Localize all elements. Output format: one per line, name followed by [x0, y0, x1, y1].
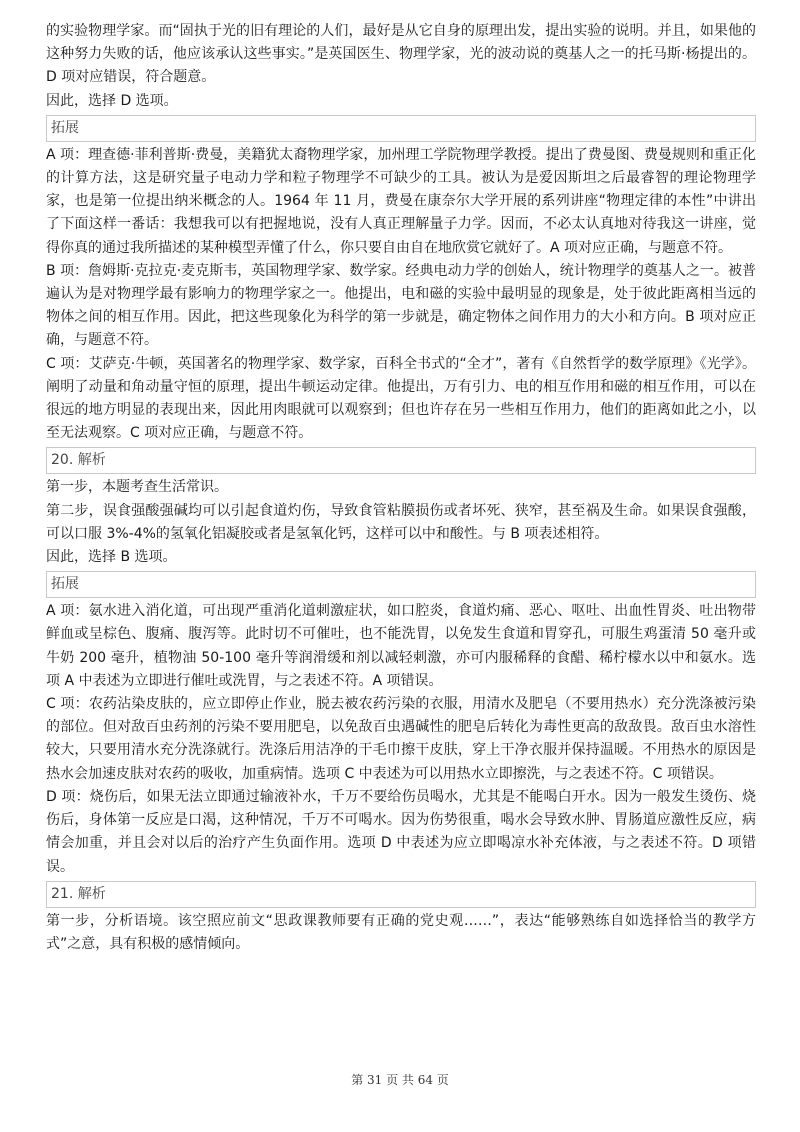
paragraph: 第一步，本题考查生活常识。 — [46, 479, 228, 496]
section-label-q21: 21. 解析 — [46, 881, 756, 908]
paragraph: A 项：氨水进入消化道，可出现严重消化道刺激症状，如口腔炎，食道灼痛、恶心、呕吐、出血性胃炎、吐出物带鲜血或呈棕色、腹痛、腹泻等。此时切不可催吐，也不能洗胃，以免发生食道和胃穿孔，可服生鸡蛋清 50 毫升或牛奶 200 毫升，植物油 50-100 毫升等润滑缓和剂以减轻刺激，亦可内服稀释的食醋、稀柠檬水以中和氨水。选项 A 中表述为立即进行催吐或洗胃，与之表述不符。A 项错误。 — [46, 603, 756, 689]
paragraph: C 项：农药沾染皮肤的，应立即停止作业，脱去被农药污染的衣服，用清水及肥皂（不要用热水）充分洗涤被污染的部位。但对敌百虫药剂的污染不要用肥皂，以免敌百虫遇碱性的肥皂后转化为毒性更高的敌敌畏。敌百虫水溶性较大，只要用清水充分洗涤就行。洗涤后用洁净的干毛巾擦干皮肤，穿上干净衣服并保持温暖。不用热水的原因是热水会加速皮肤对农药的吸收，加重病情。选项 C 中表述为可以用热水立即擦洗，与之表述不符。C 项错误。 — [46, 696, 756, 782]
section-label-q20: 20. 解析 — [46, 447, 756, 474]
document-page — [46, 20, 756, 956]
paragraph: 因此，选择 D 选项。 — [46, 92, 178, 109]
page-number: 第 31 页 共 64 页 — [351, 1073, 449, 1087]
section-label-tuozhan: 拓展 — [46, 571, 756, 598]
paragraph: B 项：詹姆斯·克拉克·麦克斯韦，英国物理学家、数学家。经典电动力学的创始人，统计物理学的奠基人之一。被普遍认为是对物理学最有影响力的物理学家之一。他提出，电和磁的实验中最明显的现象是，处于彼此距离相当远的物体之间的相互作用。因此，把这些现象化为科学的第一步就是，确定物体之间作用力的大小和方向。B 项对应正确，与题意不符。 — [46, 262, 756, 349]
paragraph: D 项：烧伤后，如果无法立即通过输液补水，千万不要给伤员喝水，尤其是不能喝白开水。因为一般发生烫伤、烧伤后，身体第一反应是口渴，这种情况，千万不可喝水。因为伤势很重，喝水会导致水肿、胃肠道应激性反应，病情会加重，并且会对以后的治疗产生负面作用。选项 D 中表述为应立即喝凉水补充体液，与之表述不符。D 项错误。 — [46, 788, 756, 875]
paragraph: 第一步，分析语境。该空照应前文“思政课教师要有正确的党史观……”，表达“能够熟练自如选择恰当的教学方式”之意，具有积极的感情倾向。 — [46, 912, 756, 952]
paragraph: 的实验物理学家。而“固执于光的旧有理论的人们，最好是从它自身的原理出发，提出实验的说明。并且，如果他的这种努力失败的话，他应该承认这些事实。”是英国医生、物理学家，光的波动说的奠基人之一的托马斯·杨提出的。D 项对应错误，符合题意。 — [46, 23, 756, 86]
section-label-tuozhan: 拓展 — [46, 115, 756, 142]
paragraph: A 项：理查德·菲利普斯·费曼，美籍犹太裔物理学家，加州理工学院物理学教授。提出了费曼图、费曼规则和重正化的计算方法，这是研究量子电动力学和粒子物理学不可缺少的工具。被认为是爱因斯坦之后最睿智的理论物理学家，也是第一位提出纳米概念的人。1964 年 11 月，费曼在康奈尔大学开展的系列讲座“物理定律的本性”中讲出了下面这样一番话：我想我可以有把握地说，没有人真正理解量子力学。因而，不必太认真地对待我这一讲座，觉得你真的通过我所描述的某种模型弄懂了什么，你只要自由自在地欣赏它就好了。A 项对应正确，与题意不符。 — [46, 146, 756, 256]
paragraph: 因此，选择 B 选项。 — [46, 549, 177, 566]
paragraph: C 项：艾萨克·牛顿，英国著名的物理学家、数学家，百科全书式的“全才”，著有《自然哲学的数学原理》《光学》。阐明了动量和角动量守恒的原理，提出牛顿运动定律。他提出，万有引力、电的相互作用和磁的相互作用，可以在很远的地方明显的表现出来，因此用肉眼就可以观察到；但也许存在另一些相互作用力，他们的距离如此之小，以至无法观察。C 项对应正确，与题意不符。 — [46, 355, 756, 442]
paragraph: 第二步，误食强酸强碱均可以引起食道灼伤，导致食管粘膜损伤或者坏死、狭窄，甚至祸及生命。如果误食强酸，可以口服 3%-4%的氢氧化铝凝胶或者是氢氧化钙，这样可以中和酸性。与 B 项表述相符。 — [46, 502, 756, 542]
